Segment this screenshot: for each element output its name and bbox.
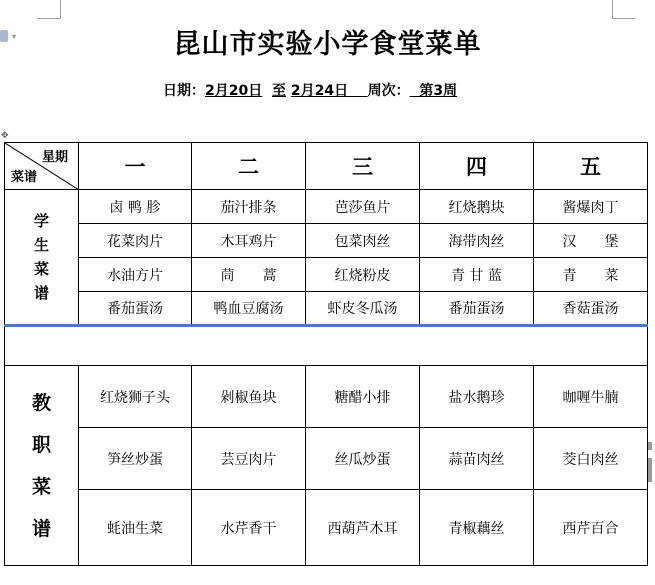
dish-cell: 盐水鹅珍 — [420, 366, 534, 428]
dish-cell: 番茄蛋汤 — [79, 292, 192, 326]
corner-cell — [5, 143, 79, 190]
table-row — [5, 490, 648, 566]
dish-cell: 花菜肉片 — [79, 224, 192, 258]
dish-cell: 鸭血豆腐汤 — [192, 292, 306, 326]
day-header: 四 — [420, 143, 534, 190]
dish-cell: 咖喱牛腩 — [534, 366, 648, 428]
menu-table — [4, 142, 648, 566]
blank-separator-cell — [5, 326, 648, 366]
dish-cell: 汉 堡 — [534, 224, 648, 258]
dish-cell: 西芹百合 — [534, 490, 648, 566]
table-header-row — [5, 143, 648, 190]
dish-cell: 红烧狮子头 — [79, 366, 192, 428]
teacher-menu-label: 教 职 菜 谱 — [5, 366, 79, 566]
table-row — [5, 292, 648, 326]
dish-cell: 木耳鸡片 — [192, 224, 306, 258]
table-row — [5, 224, 648, 258]
dish-cell: 蚝油生菜 — [79, 490, 192, 566]
dish-cell: 卤 鸭 胗 — [79, 190, 192, 224]
dish-cell: 蒜苗肉丝 — [420, 428, 534, 490]
day-header: 五 — [534, 143, 648, 190]
dish-cell: 糖醋小排 — [306, 366, 420, 428]
dish-cell: 红烧粉皮 — [306, 258, 420, 292]
chevron-down-icon[interactable]: ▾ — [12, 32, 17, 41]
dish-cell: 虾皮冬瓜汤 — [306, 292, 420, 326]
scrollbar-marker[interactable] — [648, 442, 652, 450]
dish-cell: 茼 蒿 — [192, 258, 306, 292]
date-to: 2月24日 — [290, 83, 349, 99]
dish-cell: 青 菜 — [534, 258, 648, 292]
dish-cell: 香菇蛋汤 — [534, 292, 648, 326]
dish-cell: 茄汁排条 — [192, 190, 306, 224]
dish-cell: 水芹香干 — [192, 490, 306, 566]
dish-cell: 包菜肉丝 — [306, 224, 420, 258]
dish-cell: 茭白肉丝 — [534, 428, 648, 490]
date-line — [163, 80, 457, 100]
page-title: 昆山市实验小学食堂菜单 — [173, 29, 482, 60]
dish-cell: 海带肉丝 — [420, 224, 534, 258]
dish-cell: 酱爆肉丁 — [534, 190, 648, 224]
dish-cell: 青椒藕丝 — [420, 490, 534, 566]
student-menu-label: 学 生 菜 谱 — [5, 190, 79, 326]
day-header: 三 — [306, 143, 420, 190]
day-header: 一 — [79, 143, 192, 190]
page-corner-mark-left — [38, 0, 61, 19]
dish-cell: 剁椒鱼块 — [192, 366, 306, 428]
dish-cell: 芸豆肉片 — [192, 428, 306, 490]
separator-row — [5, 326, 648, 366]
date-label: 日期： — [163, 83, 205, 99]
table-row — [5, 428, 648, 490]
date-from: 2月20日 — [205, 83, 263, 99]
dish-cell: 笋丝炒蛋 — [79, 428, 192, 490]
table-move-handle-icon[interactable]: ✥ — [1, 131, 9, 141]
dish-cell: 水油方片 — [79, 258, 192, 292]
corner-label-menu: 菜谱 — [11, 170, 38, 185]
dish-cell: 青 甘 蓝 — [420, 258, 534, 292]
corner-label-weekday: 星期 — [41, 150, 68, 165]
week-value: 第3周 — [419, 83, 458, 99]
dish-cell: 番茄蛋汤 — [420, 292, 534, 326]
dish-cell: 芭莎鱼片 — [306, 190, 420, 224]
page-corner-mark-right — [612, 0, 635, 19]
dish-cell: 西葫芦木耳 — [306, 490, 420, 566]
scrollbar-thumb[interactable] — [648, 458, 652, 482]
table-row — [5, 190, 648, 224]
dish-cell: 红烧鹅块 — [420, 190, 534, 224]
week-label: 周次： — [367, 83, 410, 99]
dish-cell: 丝瓜炒蛋 — [306, 428, 420, 490]
table-row — [5, 258, 648, 292]
table-row — [5, 366, 648, 428]
date-to-sep: 至 — [271, 83, 286, 99]
day-header: 二 — [192, 143, 306, 190]
